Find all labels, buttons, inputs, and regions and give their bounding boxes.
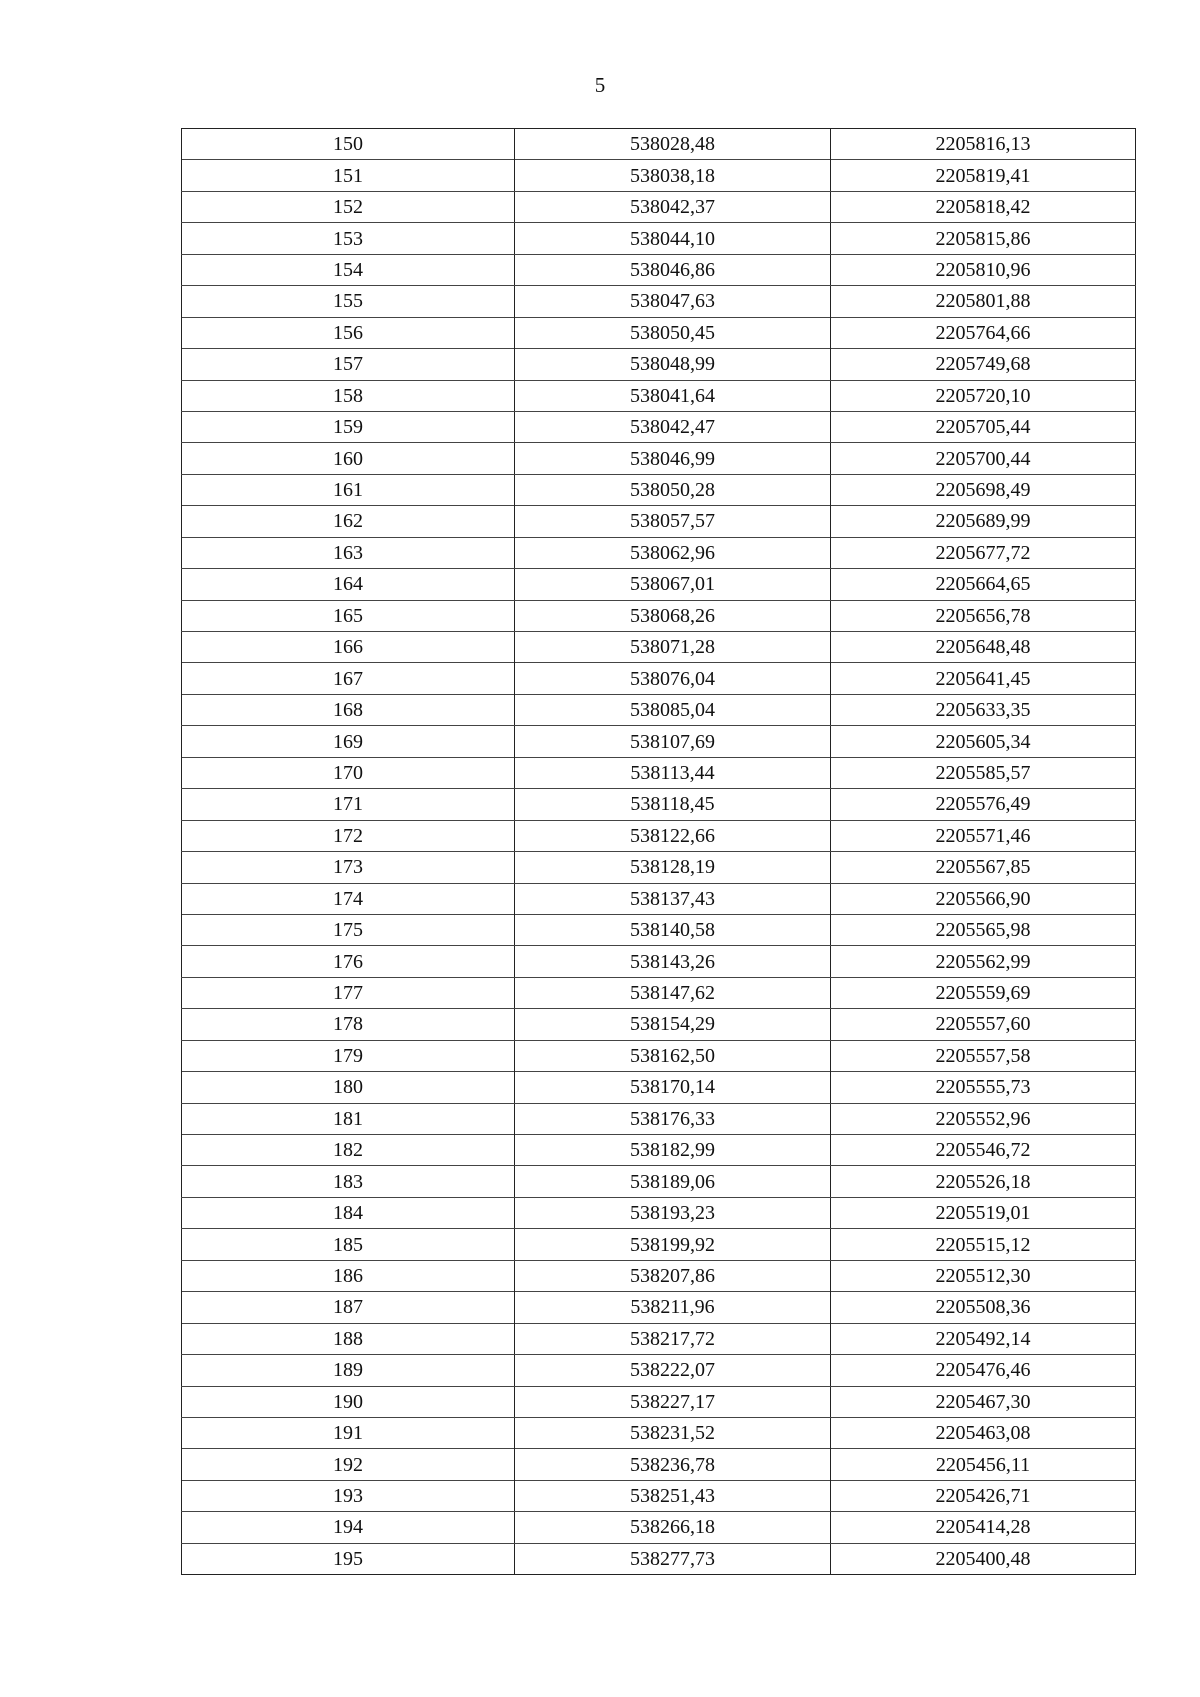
x-coordinate-cell: 538076,04 — [515, 663, 831, 694]
x-coordinate-cell: 538137,43 — [515, 883, 831, 914]
point-number-cell: 180 — [182, 1072, 515, 1103]
point-number-cell: 162 — [182, 506, 515, 537]
point-number-cell: 173 — [182, 852, 515, 883]
x-coordinate-cell: 538071,28 — [515, 632, 831, 663]
table-row — [182, 1543, 1136, 1574]
table-row — [182, 537, 1136, 568]
table-row — [182, 1480, 1136, 1511]
table-row — [182, 914, 1136, 945]
table-row — [182, 569, 1136, 600]
point-number-cell: 152 — [182, 191, 515, 222]
table-row — [182, 852, 1136, 883]
y-coordinate-cell: 2205720,10 — [831, 380, 1136, 411]
point-number-cell: 195 — [182, 1543, 515, 1574]
y-coordinate-cell: 2205492,14 — [831, 1323, 1136, 1354]
y-coordinate-cell: 2205633,35 — [831, 694, 1136, 725]
x-coordinate-cell: 538143,26 — [515, 946, 831, 977]
y-coordinate-cell: 2205463,08 — [831, 1417, 1136, 1448]
y-coordinate-cell: 2205567,85 — [831, 852, 1136, 883]
table-row — [182, 191, 1136, 222]
y-coordinate-cell: 2205508,36 — [831, 1292, 1136, 1323]
y-coordinate-cell: 2205565,98 — [831, 914, 1136, 945]
table-row — [182, 946, 1136, 977]
x-coordinate-cell: 538047,63 — [515, 286, 831, 317]
y-coordinate-cell: 2205562,99 — [831, 946, 1136, 977]
point-number-cell: 189 — [182, 1355, 515, 1386]
y-coordinate-cell: 2205515,12 — [831, 1229, 1136, 1260]
table-row — [182, 129, 1136, 160]
y-coordinate-cell: 2205467,30 — [831, 1386, 1136, 1417]
point-number-cell: 168 — [182, 694, 515, 725]
y-coordinate-cell: 2205605,34 — [831, 726, 1136, 757]
point-number-cell: 187 — [182, 1292, 515, 1323]
point-number-cell: 183 — [182, 1166, 515, 1197]
x-coordinate-cell: 538038,18 — [515, 160, 831, 191]
x-coordinate-cell: 538266,18 — [515, 1512, 831, 1543]
y-coordinate-cell: 2205700,44 — [831, 443, 1136, 474]
x-coordinate-cell: 538067,01 — [515, 569, 831, 600]
table-row — [182, 1323, 1136, 1354]
x-coordinate-cell: 538046,99 — [515, 443, 831, 474]
page-number: 5 — [594, 73, 606, 97]
table-row — [182, 820, 1136, 851]
x-coordinate-cell: 538050,28 — [515, 474, 831, 505]
point-number-cell: 169 — [182, 726, 515, 757]
table-row — [182, 1229, 1136, 1260]
y-coordinate-cell: 2205801,88 — [831, 286, 1136, 317]
y-coordinate-cell: 2205555,73 — [831, 1072, 1136, 1103]
x-coordinate-cell: 538128,19 — [515, 852, 831, 883]
point-number-cell: 158 — [182, 380, 515, 411]
point-number-cell: 192 — [182, 1449, 515, 1480]
y-coordinate-cell: 2205559,69 — [831, 977, 1136, 1008]
y-coordinate-cell: 2205576,49 — [831, 789, 1136, 820]
y-coordinate-cell: 2205557,60 — [831, 1009, 1136, 1040]
x-coordinate-cell: 538251,43 — [515, 1480, 831, 1511]
point-number-cell: 166 — [182, 632, 515, 663]
y-coordinate-cell: 2205810,96 — [831, 254, 1136, 285]
point-number-cell: 179 — [182, 1040, 515, 1071]
point-number-cell: 193 — [182, 1480, 515, 1511]
y-coordinate-cell: 2205648,48 — [831, 632, 1136, 663]
point-number-cell: 154 — [182, 254, 515, 285]
x-coordinate-cell: 538182,99 — [515, 1135, 831, 1166]
table-row — [182, 506, 1136, 537]
x-coordinate-cell: 538170,14 — [515, 1072, 831, 1103]
x-coordinate-cell: 538176,33 — [515, 1103, 831, 1134]
point-number-cell: 170 — [182, 757, 515, 788]
point-number-cell: 185 — [182, 1229, 515, 1260]
table-row — [182, 1292, 1136, 1323]
x-coordinate-cell: 538236,78 — [515, 1449, 831, 1480]
point-number-cell: 178 — [182, 1009, 515, 1040]
x-coordinate-cell: 538107,69 — [515, 726, 831, 757]
point-number-cell: 182 — [182, 1135, 515, 1166]
x-coordinate-cell: 538147,62 — [515, 977, 831, 1008]
y-coordinate-cell: 2205552,96 — [831, 1103, 1136, 1134]
table-row — [182, 883, 1136, 914]
x-coordinate-cell: 538207,86 — [515, 1260, 831, 1291]
point-number-cell: 186 — [182, 1260, 515, 1291]
point-number-cell: 157 — [182, 349, 515, 380]
y-coordinate-cell: 2205677,72 — [831, 537, 1136, 568]
table-row — [182, 632, 1136, 663]
x-coordinate-cell: 538062,96 — [515, 537, 831, 568]
y-coordinate-cell: 2205546,72 — [831, 1135, 1136, 1166]
point-number-cell: 174 — [182, 883, 515, 914]
point-number-cell: 155 — [182, 286, 515, 317]
table-row — [182, 726, 1136, 757]
x-coordinate-cell: 538068,26 — [515, 600, 831, 631]
x-coordinate-cell: 538118,45 — [515, 789, 831, 820]
y-coordinate-cell: 2205426,71 — [831, 1480, 1136, 1511]
y-coordinate-cell: 2205566,90 — [831, 883, 1136, 914]
point-number-cell: 184 — [182, 1197, 515, 1228]
x-coordinate-cell: 538046,86 — [515, 254, 831, 285]
point-number-cell: 160 — [182, 443, 515, 474]
table-row — [182, 977, 1136, 1008]
x-coordinate-cell: 538199,92 — [515, 1229, 831, 1260]
table-row — [182, 286, 1136, 317]
point-number-cell: 181 — [182, 1103, 515, 1134]
x-coordinate-cell: 538222,07 — [515, 1355, 831, 1386]
y-coordinate-cell: 2205557,58 — [831, 1040, 1136, 1071]
y-coordinate-cell: 2205689,99 — [831, 506, 1136, 537]
table-row — [182, 1512, 1136, 1543]
y-coordinate-cell: 2205519,01 — [831, 1197, 1136, 1228]
table-row — [182, 1166, 1136, 1197]
x-coordinate-cell: 538140,58 — [515, 914, 831, 945]
table-row — [182, 1386, 1136, 1417]
table-row — [182, 317, 1136, 348]
x-coordinate-cell: 538044,10 — [515, 223, 831, 254]
x-coordinate-cell: 538211,96 — [515, 1292, 831, 1323]
point-number-cell: 175 — [182, 914, 515, 945]
coordinates-table — [181, 128, 1136, 1575]
x-coordinate-cell: 538048,99 — [515, 349, 831, 380]
x-coordinate-cell: 538217,72 — [515, 1323, 831, 1354]
y-coordinate-cell: 2205400,48 — [831, 1543, 1136, 1574]
y-coordinate-cell: 2205764,66 — [831, 317, 1136, 348]
table-row — [182, 380, 1136, 411]
y-coordinate-cell: 2205456,11 — [831, 1449, 1136, 1480]
y-coordinate-cell: 2205656,78 — [831, 600, 1136, 631]
point-number-cell: 194 — [182, 1512, 515, 1543]
x-coordinate-cell: 538113,44 — [515, 757, 831, 788]
table-row — [182, 1355, 1136, 1386]
y-coordinate-cell: 2205585,57 — [831, 757, 1136, 788]
y-coordinate-cell: 2205476,46 — [831, 1355, 1136, 1386]
y-coordinate-cell: 2205526,18 — [831, 1166, 1136, 1197]
table-row — [182, 349, 1136, 380]
y-coordinate-cell: 2205819,41 — [831, 160, 1136, 191]
y-coordinate-cell: 2205571,46 — [831, 820, 1136, 851]
y-coordinate-cell: 2205749,68 — [831, 349, 1136, 380]
table-row — [182, 1260, 1136, 1291]
table-row — [182, 160, 1136, 191]
point-number-cell: 176 — [182, 946, 515, 977]
point-number-cell: 167 — [182, 663, 515, 694]
table-row — [182, 1197, 1136, 1228]
y-coordinate-cell: 2205414,28 — [831, 1512, 1136, 1543]
y-coordinate-cell: 2205818,42 — [831, 191, 1136, 222]
y-coordinate-cell: 2205815,86 — [831, 223, 1136, 254]
table-row — [182, 1103, 1136, 1134]
y-coordinate-cell: 2205816,13 — [831, 129, 1136, 160]
table-row — [182, 223, 1136, 254]
table-row — [182, 1040, 1136, 1071]
x-coordinate-cell: 538050,45 — [515, 317, 831, 348]
table-row — [182, 1072, 1136, 1103]
point-number-cell: 164 — [182, 569, 515, 600]
point-number-cell: 150 — [182, 129, 515, 160]
x-coordinate-cell: 538057,57 — [515, 506, 831, 537]
x-coordinate-cell: 538193,23 — [515, 1197, 831, 1228]
point-number-cell: 156 — [182, 317, 515, 348]
table-row — [182, 694, 1136, 725]
point-number-cell: 163 — [182, 537, 515, 568]
point-number-cell: 188 — [182, 1323, 515, 1354]
x-coordinate-cell: 538231,52 — [515, 1417, 831, 1448]
point-number-cell: 151 — [182, 160, 515, 191]
table-row — [182, 789, 1136, 820]
point-number-cell: 161 — [182, 474, 515, 505]
point-number-cell: 159 — [182, 411, 515, 442]
table-row — [182, 757, 1136, 788]
x-coordinate-cell: 538041,64 — [515, 380, 831, 411]
table-row — [182, 443, 1136, 474]
y-coordinate-cell: 2205512,30 — [831, 1260, 1136, 1291]
table-row — [182, 1009, 1136, 1040]
x-coordinate-cell: 538162,50 — [515, 1040, 831, 1071]
table-row — [182, 254, 1136, 285]
x-coordinate-cell: 538085,04 — [515, 694, 831, 725]
x-coordinate-cell: 538227,17 — [515, 1386, 831, 1417]
table-row — [182, 1449, 1136, 1480]
y-coordinate-cell: 2205698,49 — [831, 474, 1136, 505]
x-coordinate-cell: 538042,47 — [515, 411, 831, 442]
x-coordinate-cell: 538154,29 — [515, 1009, 831, 1040]
table-row — [182, 663, 1136, 694]
table-row — [182, 411, 1136, 442]
point-number-cell: 172 — [182, 820, 515, 851]
y-coordinate-cell: 2205705,44 — [831, 411, 1136, 442]
point-number-cell: 171 — [182, 789, 515, 820]
table-row — [182, 1417, 1136, 1448]
x-coordinate-cell: 538042,37 — [515, 191, 831, 222]
x-coordinate-cell: 538189,06 — [515, 1166, 831, 1197]
y-coordinate-cell: 2205664,65 — [831, 569, 1136, 600]
point-number-cell: 177 — [182, 977, 515, 1008]
table-row — [182, 474, 1136, 505]
point-number-cell: 153 — [182, 223, 515, 254]
point-number-cell: 165 — [182, 600, 515, 631]
table-row — [182, 1135, 1136, 1166]
x-coordinate-cell: 538122,66 — [515, 820, 831, 851]
table-row — [182, 600, 1136, 631]
y-coordinate-cell: 2205641,45 — [831, 663, 1136, 694]
coordinates-table-body — [182, 129, 1136, 1575]
x-coordinate-cell: 538277,73 — [515, 1543, 831, 1574]
point-number-cell: 190 — [182, 1386, 515, 1417]
point-number-cell: 191 — [182, 1417, 515, 1448]
x-coordinate-cell: 538028,48 — [515, 129, 831, 160]
